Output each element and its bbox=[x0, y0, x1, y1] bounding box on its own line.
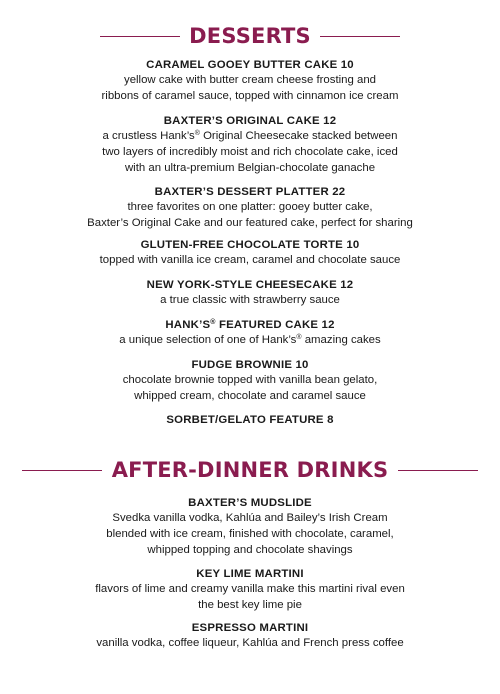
header-rule-right bbox=[398, 470, 478, 471]
desc-line: Svedka vanilla vodka, Kahlúa and Bailey’s Irish Cream bbox=[112, 512, 388, 524]
item-name: BAXTER’S ORIGINAL CAKE 12 bbox=[163, 115, 337, 127]
desc-line: three favorites on one platter: gooey butter cake, bbox=[127, 201, 373, 213]
desc-line: with an ultra-premium Belgian-chocolate ganache bbox=[124, 162, 376, 174]
registered-mark: ® bbox=[194, 130, 200, 137]
desc-line: whipped topping and chocolate shavings bbox=[147, 544, 353, 556]
item-description bbox=[0, 581, 500, 613]
desc-line: whipped cream, chocolate and caramel sauce bbox=[134, 390, 366, 402]
menu-item bbox=[0, 278, 500, 308]
desc-line: flavors of lime and creamy vanilla make this martini rival even bbox=[95, 583, 405, 595]
menu-item bbox=[0, 185, 500, 231]
item-name bbox=[0, 318, 500, 332]
section-title-desserts: DESSERTS bbox=[189, 24, 311, 48]
item-name: NEW YORK-STYLE CHEESECAKE 12 bbox=[146, 279, 354, 291]
item-name: KEY LIME MARTINI bbox=[196, 568, 304, 580]
item-description bbox=[0, 332, 500, 348]
desc-text: a unique selection of one of Hank’s bbox=[119, 334, 297, 346]
desc-line: ribbons of caramel sauce, topped with cinnamon ice cream bbox=[101, 90, 399, 102]
menu-item bbox=[0, 621, 500, 651]
desc-line: a true classic with strawberry sauce bbox=[160, 294, 340, 306]
menu-item bbox=[0, 358, 500, 404]
registered-mark: ® bbox=[210, 319, 216, 326]
registered-mark: ® bbox=[296, 334, 302, 341]
header-rule-left bbox=[22, 470, 102, 471]
item-description bbox=[0, 292, 500, 308]
item-description bbox=[0, 72, 500, 104]
section-title-drinks: AFTER-DINNER DRINKS bbox=[111, 458, 389, 482]
item-name: GLUTEN-FREE CHOCOLATE TORTE 10 bbox=[140, 239, 360, 251]
desc-line: the best key lime pie bbox=[198, 599, 302, 611]
drinks-header bbox=[0, 458, 500, 482]
menu-item bbox=[0, 567, 500, 613]
desc-line: topped with vanilla ice cream, caramel and chocolate sauce bbox=[99, 254, 401, 266]
item-description bbox=[0, 199, 500, 231]
menu-item bbox=[0, 114, 500, 176]
item-name: ESPRESSO MARTINI bbox=[191, 622, 309, 634]
desc-line bbox=[0, 332, 500, 348]
desc-line: yellow cake with butter cream cheese frosting and bbox=[124, 74, 376, 86]
menu-item bbox=[0, 496, 500, 558]
item-name: SORBET/GELATO FEATURE 8 bbox=[166, 414, 334, 426]
desc-line: vanilla vodka, coffee liqueur, Kahlúa and French press coffee bbox=[96, 637, 404, 649]
item-description bbox=[0, 128, 500, 176]
menu-item bbox=[0, 58, 500, 104]
menu-item bbox=[0, 238, 500, 268]
item-description bbox=[0, 510, 500, 558]
desc-line bbox=[0, 128, 500, 144]
item-name: BAXTER’S DESSERT PLATTER 22 bbox=[154, 186, 346, 198]
menu-item bbox=[0, 318, 500, 348]
item-name: BAXTER’S MUDSLIDE bbox=[188, 497, 312, 509]
header-rule-right bbox=[320, 36, 400, 37]
desc-line: two layers of incredibly moist and rich chocolate cake, iced bbox=[102, 146, 398, 158]
desserts-header bbox=[0, 24, 500, 48]
item-description bbox=[0, 635, 500, 651]
desc-text: amazing cakes bbox=[301, 334, 381, 346]
header-rule-left bbox=[100, 36, 180, 37]
item-description bbox=[0, 252, 500, 268]
name-text: HANK’S bbox=[165, 319, 211, 331]
item-name: FUDGE BROWNIE 10 bbox=[191, 359, 309, 371]
desc-line: Baxter’s Original Cake and our featured cake, perfect for sharing bbox=[87, 217, 413, 229]
desc-line: chocolate brownie topped with vanilla bean gelato, bbox=[122, 374, 378, 386]
item-description bbox=[0, 372, 500, 404]
name-text: FEATURED CAKE 12 bbox=[215, 319, 335, 331]
desc-text: Original Cheesecake stacked between bbox=[199, 130, 398, 142]
desc-text: a crustless Hank’s bbox=[102, 130, 195, 142]
item-name: CARAMEL GOOEY BUTTER CAKE 10 bbox=[146, 59, 354, 71]
desc-line: blended with ice cream, finished with chocolate, caramel, bbox=[106, 528, 394, 540]
menu-item bbox=[0, 413, 500, 427]
